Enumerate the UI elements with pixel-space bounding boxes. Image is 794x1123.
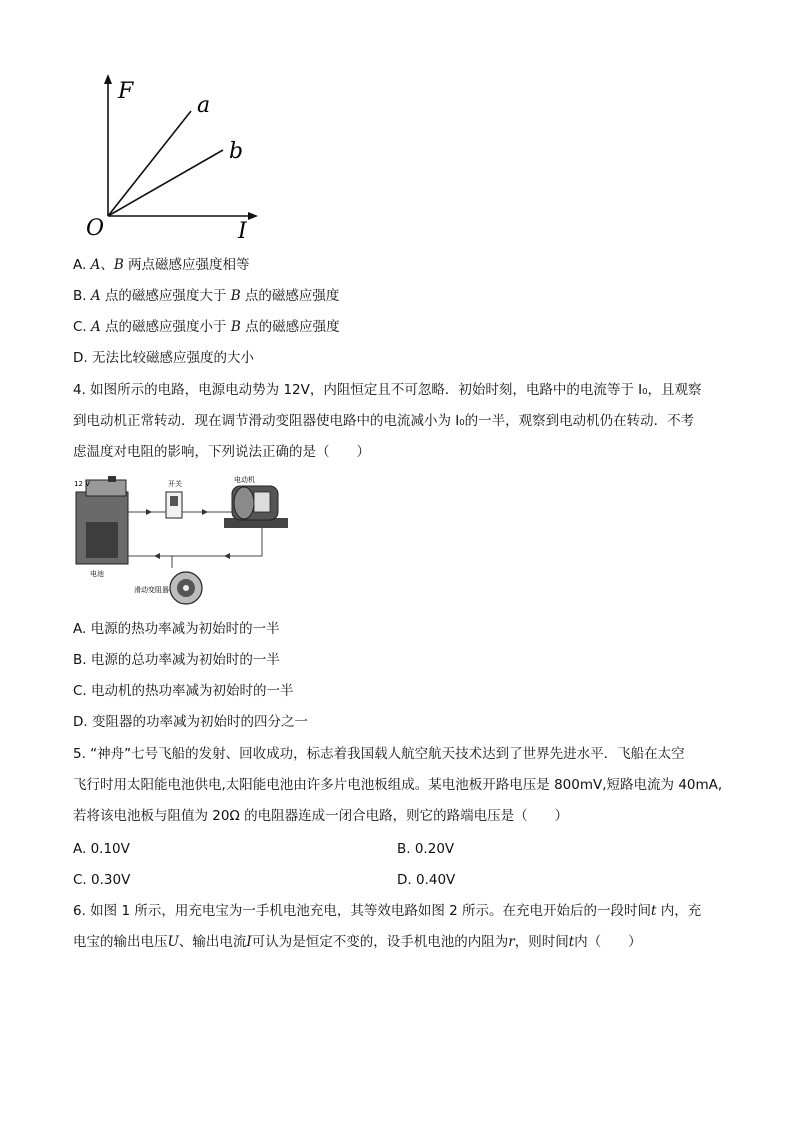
line-a	[108, 111, 191, 216]
var-a: A	[91, 319, 101, 335]
q4-option-a: A. 电源的热功率减为初始时的一半	[73, 621, 280, 637]
option-text: 点的磁感应强度小于	[100, 319, 231, 335]
var-u: U	[167, 934, 179, 950]
option-prefix: C.	[73, 319, 92, 335]
line-b	[108, 150, 223, 216]
option-text: 点的磁感应强度大于	[100, 288, 231, 304]
q6-text: ，则时间	[514, 934, 569, 950]
switch-knob	[170, 496, 178, 506]
var-b: B	[230, 319, 241, 335]
var-t: t	[568, 934, 575, 950]
x-axis-label: I	[238, 219, 247, 244]
battery-terminal	[108, 476, 116, 482]
q5-text-line-1: 5. “神舟”七号飞船的发射、回收成功，标志着我国载人航空航天技术达到了世界先进水平．飞船在太空	[73, 746, 685, 762]
q5-option-b: B. 0.20V	[397, 841, 455, 857]
option-prefix: A.	[73, 257, 91, 273]
var-r: r	[508, 934, 515, 950]
wire-bottom	[128, 528, 262, 556]
rheostat-label: 滑动变阻器	[134, 586, 169, 594]
option-text: 两点磁感应强度相等	[123, 257, 250, 273]
x-axis-arrow	[248, 212, 258, 220]
q4-text-line-2: 到电动机正常转动．现在调节滑动变阻器使电路中的电流减小为 I₀的一半，观察到电动机仍在转动．不考	[73, 413, 695, 429]
q4-option-b: B. 电源的总功率减为初始时的一半	[73, 652, 280, 668]
current-arrow	[224, 553, 230, 559]
q6-text: 、输出电流	[178, 934, 247, 950]
battery-top	[86, 480, 126, 496]
y-axis-label: F	[118, 79, 134, 104]
q4-option-c: C. 电动机的热功率减为初始时的一半	[73, 683, 294, 699]
q3-option-d: D. 无法比较磁感应强度的大小	[73, 350, 254, 366]
motor-box	[254, 492, 270, 512]
line-b-label: b	[229, 139, 244, 164]
option-text: 点的磁感应强度	[240, 319, 340, 335]
q5-option-a: A. 0.10V	[73, 841, 130, 857]
q3-option-a	[73, 256, 250, 274]
q5-option-c: C. 0.30V	[73, 872, 131, 888]
current-arrow	[202, 509, 208, 515]
var-a: A	[90, 257, 101, 273]
current-arrow	[146, 509, 152, 515]
line-a-label: a	[197, 93, 211, 118]
q5-option-d: D. 0.40V	[397, 872, 456, 888]
y-axis-arrow	[104, 74, 112, 84]
var-t: t	[651, 903, 657, 919]
battery-panel	[86, 522, 118, 558]
q6-text: 内（ ）	[574, 934, 642, 950]
q3-option-b	[73, 287, 339, 305]
q6-text: 可认为是恒定不变的，设手机电池的内阻为	[251, 934, 509, 950]
option-text: 、	[100, 257, 114, 273]
var-a: A	[90, 288, 101, 304]
option-prefix: B.	[73, 288, 91, 304]
q6-text-line-2	[73, 933, 642, 951]
q4-text-line-1: 4. 如图所示的电路，电源电动势为 12V，内阻恒定且不可忽略．初始时刻，电路中的电流等于 I₀，且观察	[73, 382, 702, 398]
var-i: I	[246, 934, 252, 950]
var-b: B	[113, 257, 124, 273]
q4-text-line-3: 虑温度对电阻的影响，下列说法正确的是（ ）	[73, 444, 370, 460]
option-text: 点的磁感应强度	[240, 288, 340, 304]
battery-label: 电池	[90, 570, 104, 578]
switch-label: 开关	[168, 480, 182, 488]
f-i-graph	[80, 70, 270, 245]
q6-text: 6. 如图 1 所示，用充电宝为一手机电池充电，其等效电路如图 2 所示。在充电开始后的一段时间	[73, 903, 652, 919]
var-b: B	[230, 288, 241, 304]
circuit-figure	[72, 472, 292, 612]
battery-voltage-label: 12 V	[74, 480, 90, 488]
q6-text: 内，充	[656, 903, 702, 919]
q6-text-line-1	[73, 902, 701, 920]
q5-text-line-2: 飞行时用太阳能电池供电,太阳能电池由许多片电池板组成。某电池板开路电压是 800mV,短路电流为 40mA,	[73, 777, 723, 793]
q3-option-c	[73, 318, 340, 336]
rheostat-center	[183, 585, 189, 591]
motor-end	[234, 487, 254, 519]
q4-option-d: D. 变阻器的功率减为初始时的四分之一	[73, 714, 308, 730]
current-arrow	[154, 553, 160, 559]
q6-text: 电宝的输出电压	[73, 934, 168, 950]
motor-label: 电动机	[234, 476, 255, 484]
origin-label: O	[86, 216, 105, 241]
q5-text-line-3: 若将该电池板与阻值为 20Ω 的电阻器连成一闭合电路，则它的路端电压是（ ）	[73, 808, 569, 824]
